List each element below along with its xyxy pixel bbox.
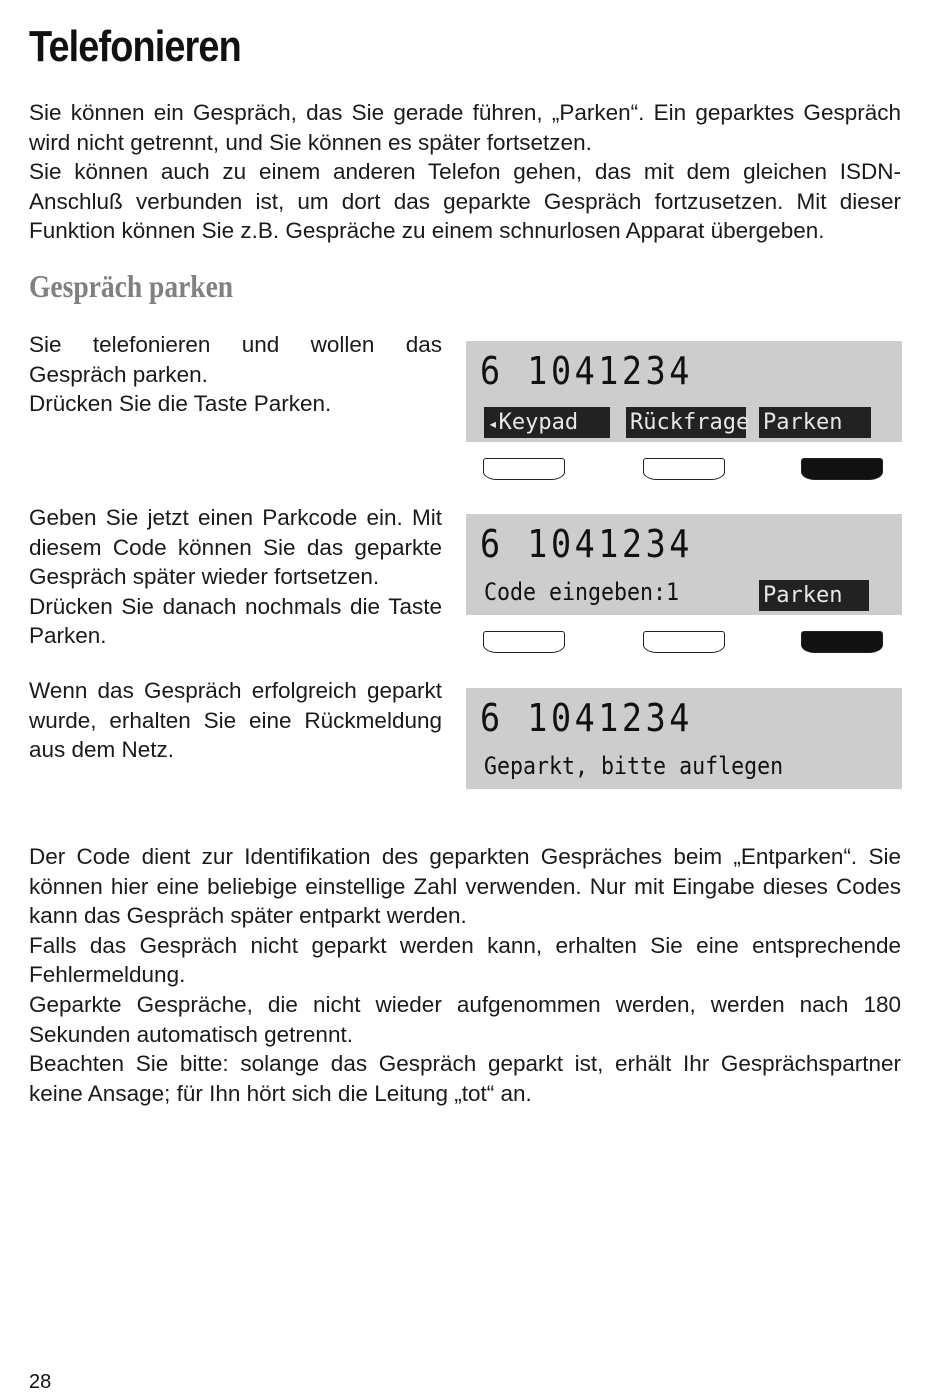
note-paragraph: Geparkte Gespräche, die nicht wieder aufgenommen werden, werden nach 180 Sekunden automatisch getrennt. <box>29 991 901 1047</box>
page-number: 28 <box>29 1371 52 1393</box>
display-prompt: Code eingeben:1 <box>484 578 680 606</box>
display-message: Geparkt, bitte auflegen <box>484 752 784 780</box>
softkey-parken[interactable] <box>759 407 871 438</box>
hardkey-middle[interactable] <box>643 631 725 653</box>
phone-display-2 <box>466 514 902 615</box>
softkey-label: Rückfrage <box>630 410 750 435</box>
step-2-text <box>29 503 442 651</box>
page-title: Telefonieren <box>29 22 241 71</box>
intro-text <box>29 98 901 246</box>
note-paragraph: Der Code dient zur Identifikation des geparkten Gespräches beim „Entparken“. Sie können hier eine beliebige einstellige Zahl verwenden. Nur mit Eingabe dieses Codes kann das Gespräch später entparkt werden. <box>29 844 901 929</box>
softkey-parken[interactable] <box>759 580 869 611</box>
softkey-label: Parken <box>763 410 843 435</box>
hardkey-left[interactable] <box>483 631 565 653</box>
softkey-label: Keypad <box>498 410 579 435</box>
section-title: Gespräch parken <box>29 268 234 304</box>
softkey-keypad[interactable] <box>484 407 610 438</box>
softkey-rueckfrage[interactable] <box>626 407 750 438</box>
hardkey-right-pressed[interactable] <box>801 631 883 653</box>
step-3-text <box>29 676 442 765</box>
hardkey-middle[interactable] <box>643 458 725 480</box>
phone-display-1 <box>466 341 902 442</box>
step-paragraph: Drücken Sie die Taste Parken. <box>29 391 332 417</box>
left-arrow-icon: ◂ <box>488 414 498 433</box>
note-paragraph: Falls das Gespräch nicht geparkt werden kann, erhalten Sie eine entsprechende Fehlermeldung. <box>29 932 901 988</box>
softkey-label: Parken <box>763 583 843 608</box>
step-1-text <box>29 330 442 419</box>
note-paragraph: Beachten Sie bitte: solange das Gespräch geparkt ist, erhält Ihr Gesprächspartner keine Ansage; für Ihn hört sich die Leitung „tot“ an. <box>29 1051 901 1106</box>
intro-paragraph: Sie können ein Gespräch, das Sie gerade führen, „Parken“. Ein geparktes Gespräch wird nicht getrennt, und Sie können es später fortsetzen. <box>29 100 901 155</box>
notes-text <box>29 842 901 1108</box>
hardkey-right-pressed[interactable] <box>801 458 883 480</box>
step-paragraph: Drücken Sie danach nochmals die Taste Parken. <box>29 593 442 649</box>
display-number: 6 1041234 <box>480 349 693 393</box>
phone-display-3 <box>466 688 902 789</box>
step-paragraph: Sie telefonieren und wollen das Gespräch parken. <box>29 332 442 387</box>
display-number: 6 1041234 <box>480 522 693 566</box>
hardkey-left[interactable] <box>483 458 565 480</box>
step-paragraph: Geben Sie jetzt einen Parkcode ein. Mit diesem Code können Sie das geparkte Gespräch später wieder fortsetzen. <box>29 505 442 590</box>
step-paragraph: Wenn das Gespräch erfolgreich geparkt wurde, erhalten Sie eine Rückmeldung aus dem Netz. <box>29 678 442 763</box>
intro-paragraph: Sie können auch zu einem anderen Telefon gehen, das mit dem gleichen ISDN-Anschluß verbunden ist, um dort das geparkte Gespräch fortzusetzen. Mit dieser Funktion können Sie z.B. Gespräche zu einem schnurlosen Apparat übergeben. <box>29 159 901 244</box>
display-number: 6 1041234 <box>480 696 693 740</box>
